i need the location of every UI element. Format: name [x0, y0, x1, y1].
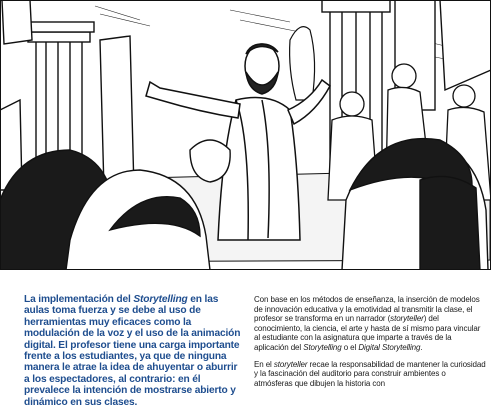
body-p1-term-storytelling: Storytelling [303, 342, 342, 352]
body-p1-text-b: ) del conocimiento, la ciencia, el arte y hasta de sí mismo para vincular al estudiante con la asignatura que imparte a través de la aplicación del [254, 314, 481, 352]
intro-text-a: La implementación del [24, 294, 134, 305]
body-p1-text-d: . [420, 342, 423, 352]
body-p2-text-a: En el [254, 359, 274, 369]
body-p1-term-storyteller: storyteller [390, 314, 424, 324]
intro-text-b: en las aulas toma fuerza y se debe al uso de herramientas muy eficaces como la modulación de la voz y el uso de la animación digital. El profesor tiene una carga importante frente a los estudiantes, ya que de ninguna manera le atrae la idea de ahuyentar o aburrir a los espectadores, al contrario: en él prevalece la intención de mostrarse abierto y dinámico en sus clases. [24, 294, 241, 408]
body-p2-term-storyteller: storyteller [273, 359, 308, 369]
body-p1-text-c: o el [341, 342, 359, 352]
body-paragraph-1 [254, 295, 486, 353]
body-p2-text-b: recae la responsabilidad de mantener la curiosidad y la fascinación del auditorio para construir ambientes o atmósferas que dibujen la historia con [254, 359, 486, 388]
intro-paragraph [24, 294, 244, 408]
body-p1-text-a: Con base en los métodos de enseñanza, la inserción de modelos de innovación educativa y la emotividad al transmitir la clase, el profesor se transforma en un narrador ( [254, 295, 480, 324]
body-column [254, 295, 486, 395]
body-p1-term-digital-storytelling: Digital Storytelling [358, 342, 421, 352]
body-paragraph-2 [254, 360, 486, 389]
intro-term-storytelling: Storytelling [133, 294, 188, 305]
